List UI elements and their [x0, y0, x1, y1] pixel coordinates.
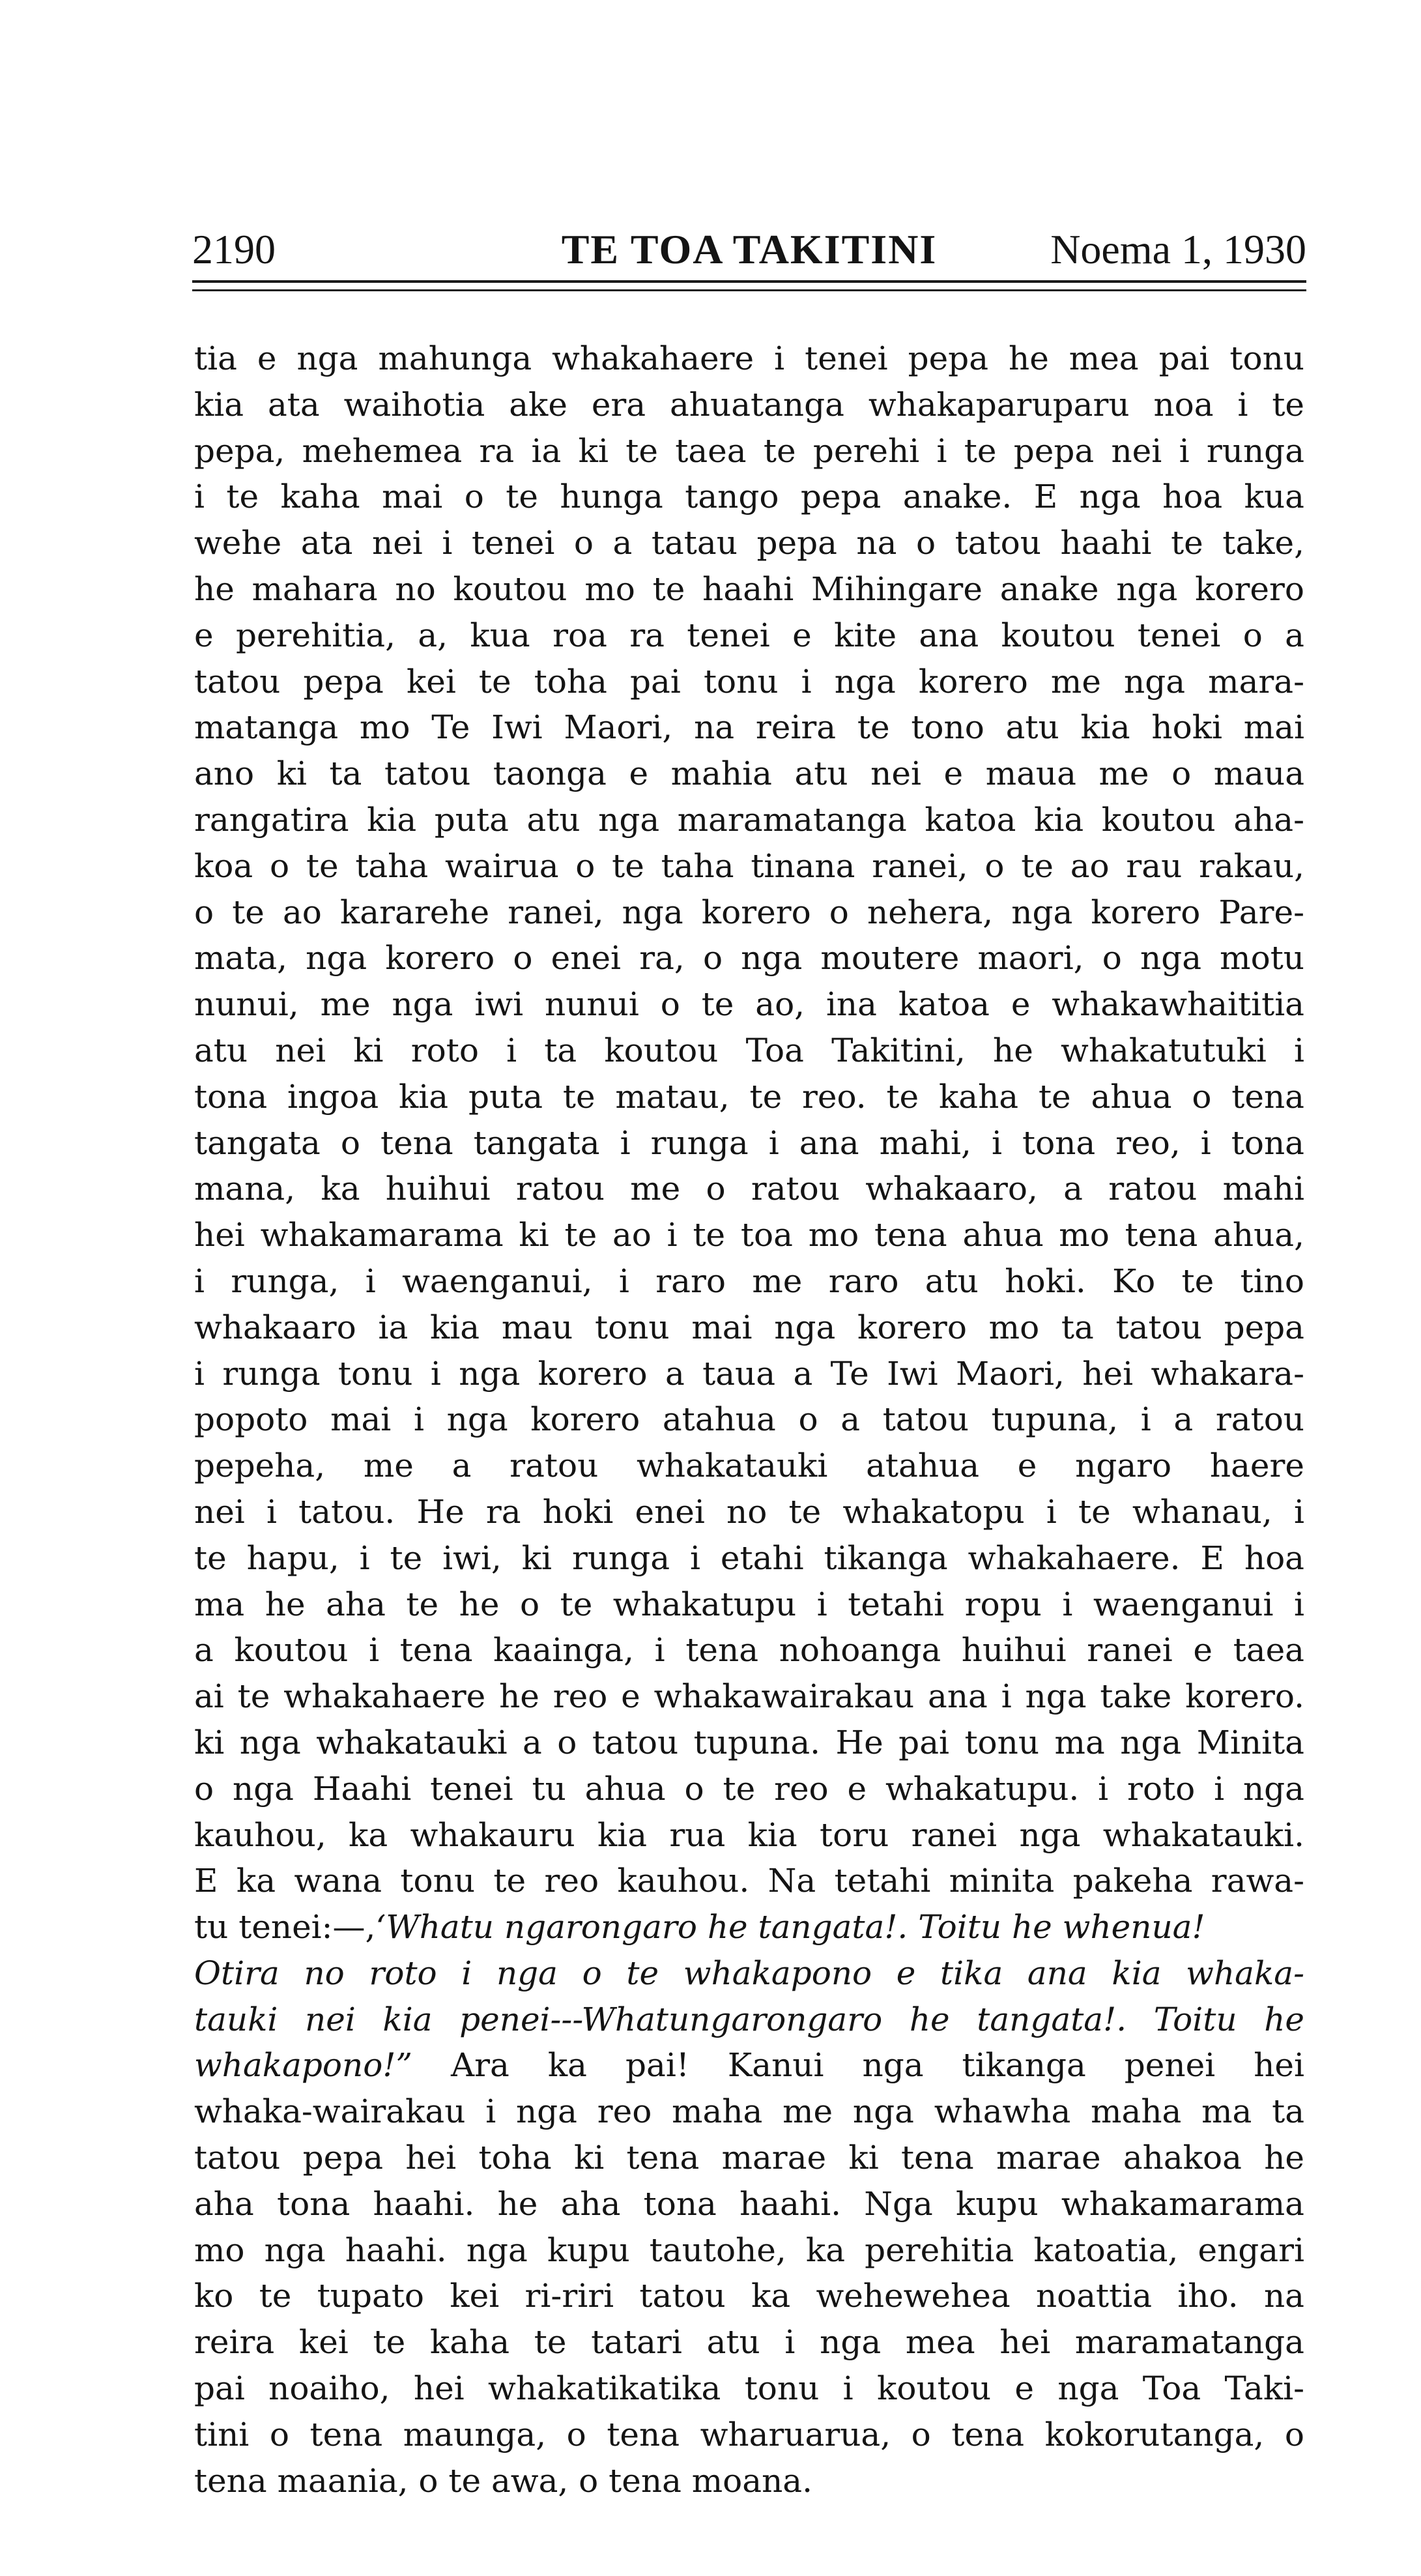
- header-rule-top: [192, 280, 1306, 283]
- text-line: [194, 2042, 1304, 2089]
- text-line: hei whakamarama ki te ao i te toa mo tena ahua mo tena ahua,: [194, 1216, 1304, 1254]
- text-line: ko te tupato kei ri-riri tatou ka wehewehea noattia iho. na: [194, 2277, 1304, 2315]
- text-line: rangatira kia puta atu nga maramatanga katoa kia koutou aha-: [194, 800, 1304, 839]
- text-line: tena maania, o te awa, o tena moana.: [194, 2461, 812, 2500]
- text-line: a koutou i tena kaainga, i tena nohoanga huihui ranei e taea: [194, 1631, 1304, 1670]
- text-line: ai te whakahaere he reo e whakawairakau ana i nga take korero.: [194, 1677, 1304, 1716]
- text-line: tona ingoa kia puta te matau, te reo. te kaha te ahua o tena: [194, 1077, 1304, 1116]
- text-line: pepa, mehemea ra ia ki te taea te perehi i te pepa nei i runga: [194, 431, 1304, 470]
- text-line: o nga Haahi tenei tu ahua o te reo e whakatupu. i roto i nga: [194, 1769, 1304, 1808]
- text-line: aha tona haahi. he aha tona haahi. Nga kupu whakamarama: [194, 2184, 1304, 2223]
- text-line: koa o te taha wairua o te taha tinana ranei, o te ao rau rakau,: [194, 847, 1304, 885]
- text-line: i runga tonu i nga korero a taua a Te Iwi Maori, hei whakara-: [194, 1354, 1304, 1393]
- text-line: ano ki ta tatou taonga e mahia atu nei e maua me o maua: [194, 755, 1304, 793]
- text-line: ma he aha te he o te whakatupu i tetahi ropu i waenganui i: [194, 1585, 1304, 1623]
- text-line: mana, ka huihui ratou me o ratou whakaaro, a ratou mahi: [194, 1170, 1304, 1208]
- running-header: [192, 220, 1306, 279]
- text-line: whakaaro ia kia mau tonu mai nga korero mo ta tatou pepa: [194, 1308, 1304, 1346]
- quote-italic: tauki nei kia penei---Whatungarongaro he tangata!. Toitu he: [194, 2000, 1304, 2038]
- text-line-italic: [194, 1997, 1304, 2043]
- text-line: kia ata waihotia ake era ahuatanga whakaparuparu noa i te: [194, 385, 1304, 424]
- quote-italic: whakapono!”: [194, 2046, 412, 2085]
- text-line: nei i tatou. He ra hoki enei no te whakatopu i te whanau, i: [194, 1492, 1304, 1531]
- text-line: tangata o tena tangata i runga i ana mahi, i tona reo, i tona: [194, 1123, 1304, 1162]
- text-line: i runga, i waenganui, i raro me raro atu hoki. Ko te tino: [194, 1262, 1304, 1300]
- text-line: tia e nga mahunga whakahaere i tenei pepa he mea pai tonu: [194, 340, 1304, 377]
- text-line: E ka wana tonu te reo kauhou. Na tetahi minita pakeha rawa-: [194, 1862, 1304, 1900]
- text-line: mata, nga korero o enei ra, o nga moutere maori, o nga motu: [194, 939, 1304, 977]
- text-line: tatou pepa kei te toha pai tonu i nga korero me nga mara-: [194, 662, 1304, 701]
- text-line: o te ao kararehe ranei, nga korero o nehera, nga korero Pare-: [194, 893, 1304, 931]
- quote-italic: Otira no roto i nga o te whakapono e tika ana kia whaka-: [194, 1954, 1304, 1992]
- text-line: reira kei te kaha te tatari atu i nga mea hei maramatanga: [194, 2323, 1304, 2362]
- text-line: atu nei ki roto i ta koutou Toa Takitini, he whakatutuki i: [194, 1031, 1304, 1069]
- text-line: whaka-wairakau i nga reo maha me nga whawha maha ma ta: [194, 2092, 1304, 2131]
- text-line: ki nga whakatauki a o tatou tupuna. He pai tonu ma nga Minita: [194, 1723, 1304, 1761]
- text-line: i te kaha mai o te hunga tango pepa anake. E nga hoa kua: [194, 478, 1304, 516]
- text-line: tatou pepa hei toha ki tena marae ki tena marae ahakoa he: [194, 2139, 1304, 2177]
- text-line: he mahara no koutou mo te haahi Mihingare anake nga korero: [194, 570, 1304, 608]
- page-number: 2190: [192, 226, 276, 272]
- text-segment: tu tenei:—,: [194, 1908, 376, 1946]
- text-line: pai noaiho, hei whakatikatika tonu i koutou e nga Toa Taki-: [194, 2369, 1304, 2408]
- running-title: TE TOA TAKITINI: [561, 226, 938, 272]
- issue-date: Noema 1, 1930: [1050, 226, 1306, 272]
- header-rule-bottom: [192, 289, 1306, 291]
- text-line: kauhou, ka whakauru kia rua kia toru ranei nga whakatauki.: [194, 1816, 1304, 1854]
- text-line: [194, 1904, 1304, 1950]
- text-line: popoto mai i nga korero atahua o a tatou tupuna, i a ratou: [194, 1400, 1304, 1439]
- text-line: tini o tena maunga, o tena wharuarua, o tena kokorutanga, o: [194, 2415, 1304, 2453]
- text-line: nunui, me nga iwi nunui o te ao, ina katoa e whakawhaititia: [194, 985, 1304, 1024]
- body-text: [194, 336, 1304, 2504]
- text-line: e perehitia, a, kua roa ra tenei e kite ana koutou tenei o a: [194, 616, 1304, 654]
- text-line: pepeha, me a ratou whakatauki atahua e ngaro haere: [194, 1447, 1304, 1485]
- text-line: te hapu, i te iwi, ki runga i etahi tikanga whakahaere. E hoa: [194, 1539, 1304, 1577]
- text-line: mo nga haahi. nga kupu tautohe, ka perehitia katoatia, engari: [194, 2231, 1304, 2269]
- text-line: matanga mo Te Iwi Maori, na reira te tono atu kia hoki mai: [194, 708, 1304, 747]
- quote-italic: ‘Whatu ngarongaro he tangata!. Toitu he whenua!: [375, 1908, 1205, 1946]
- text-segment: Ara ka pai! Kanui nga tikanga penei hei: [451, 2046, 1304, 2085]
- text-line-italic: [194, 1950, 1304, 1997]
- text-line: wehe ata nei i tenei o a tatau pepa na o tatou haahi te take,: [194, 524, 1304, 562]
